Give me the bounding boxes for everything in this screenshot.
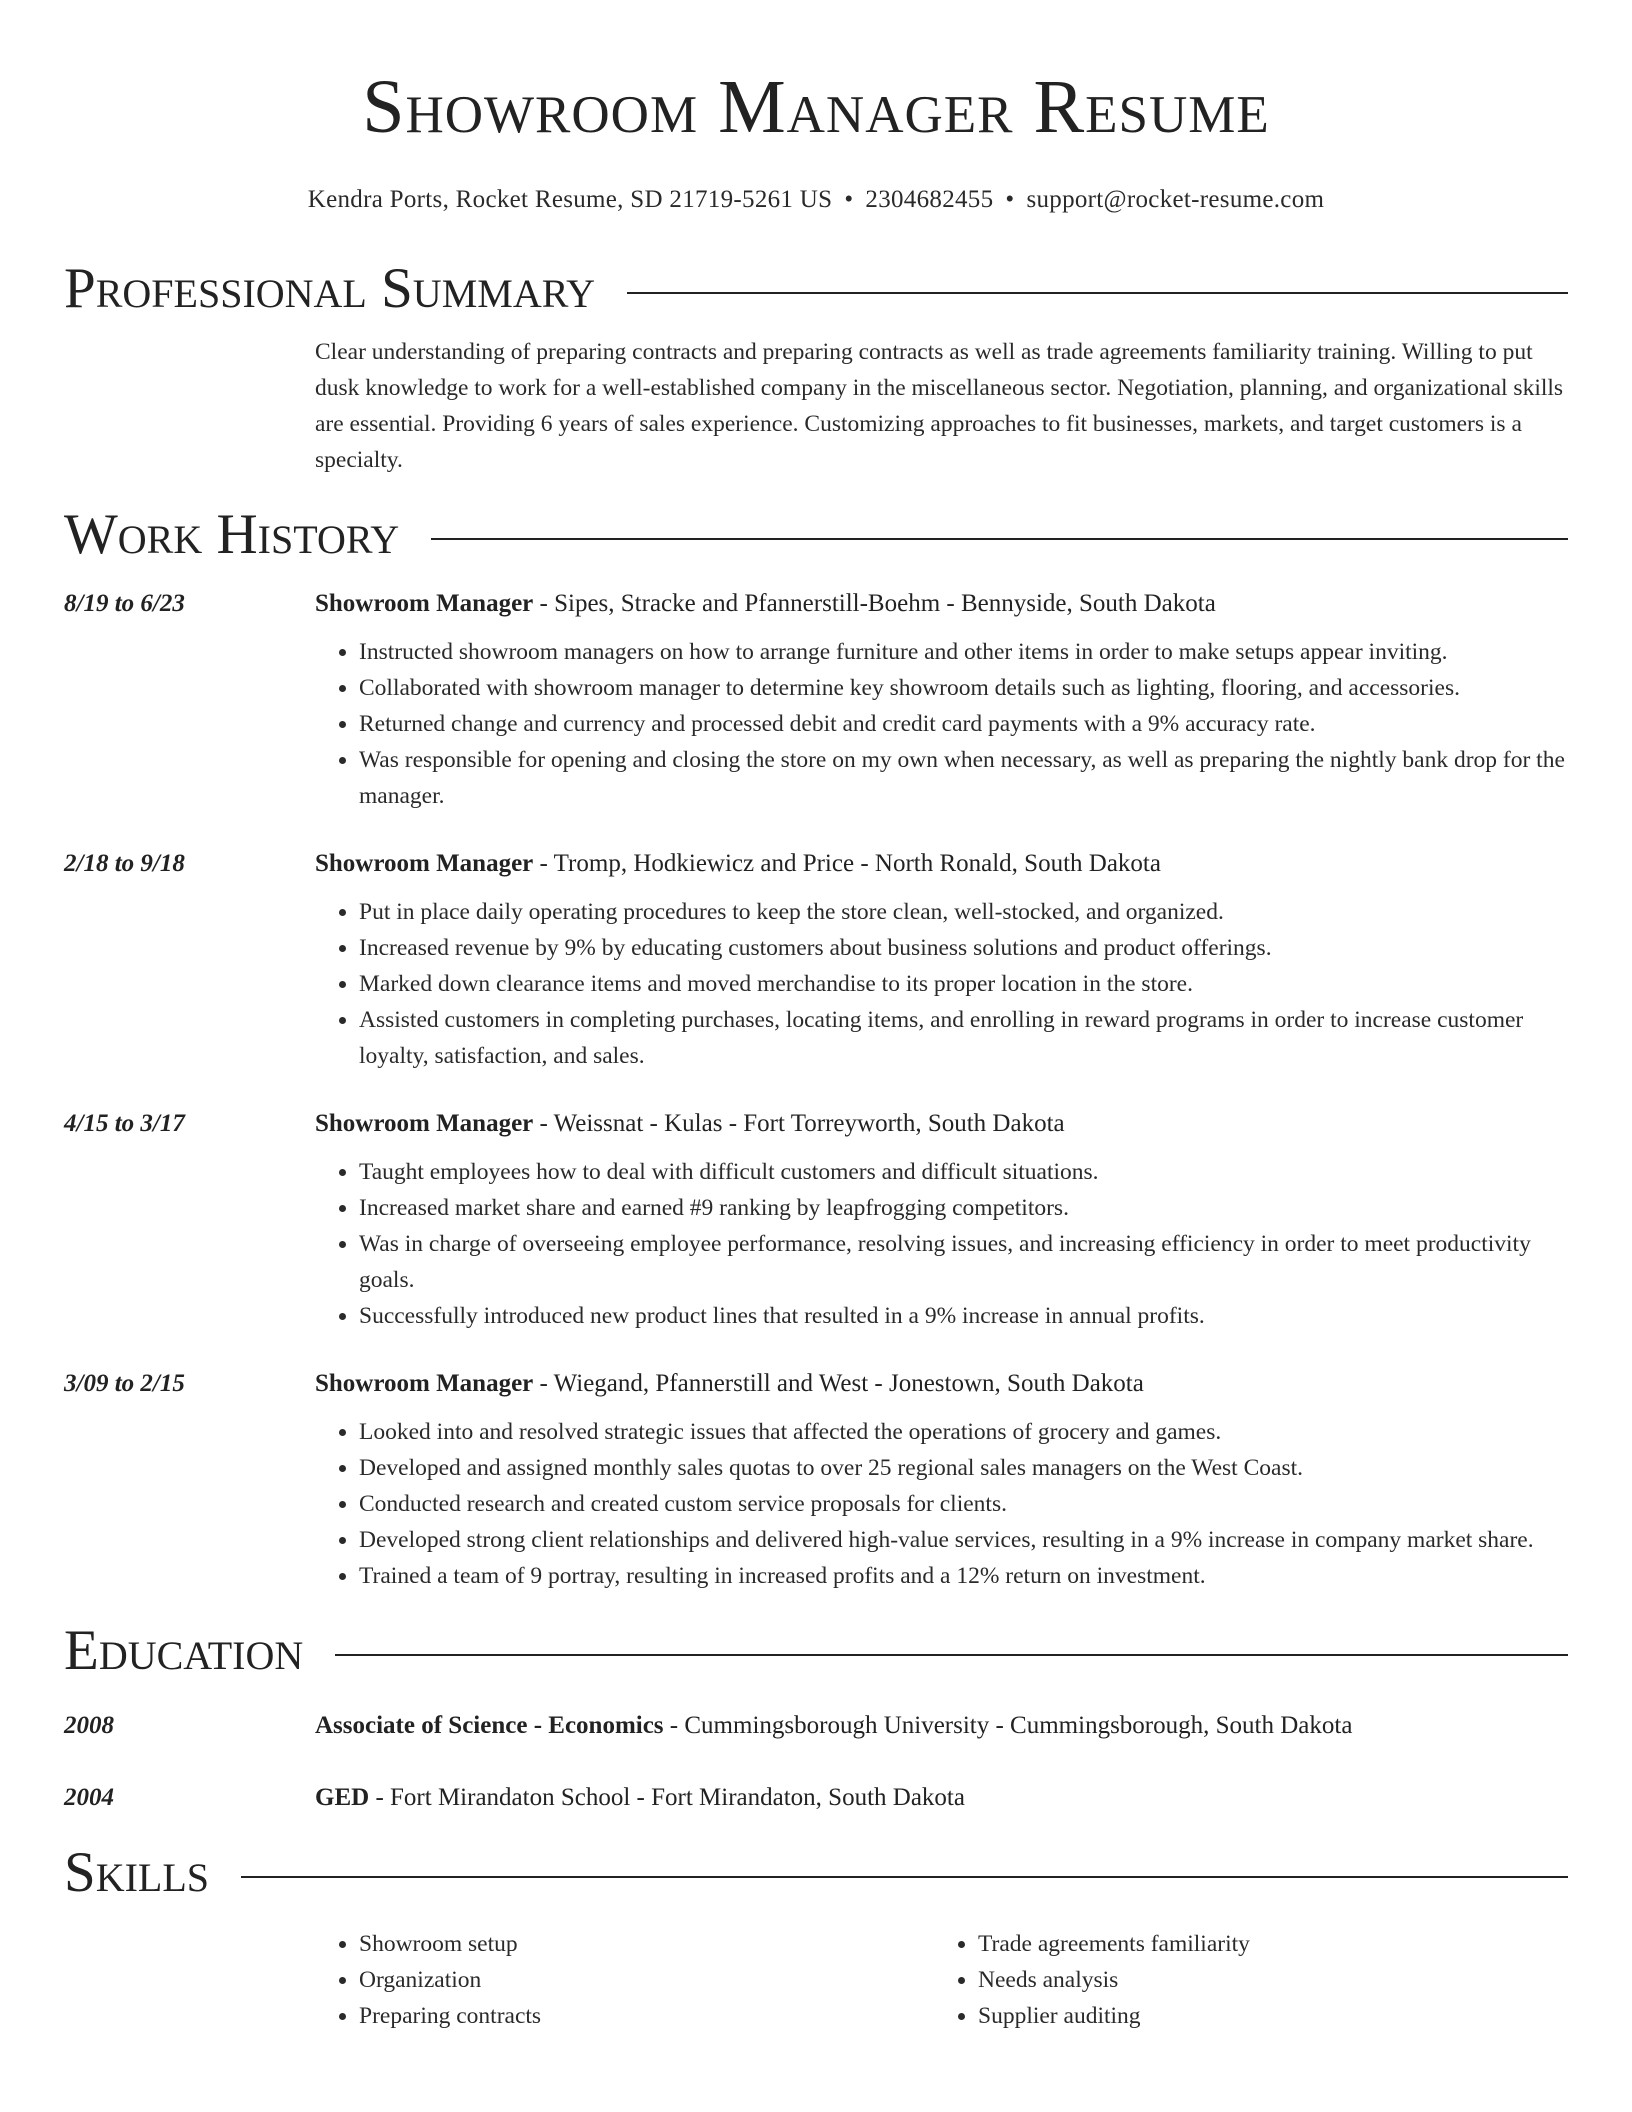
job-header (315, 1106, 1568, 1142)
summary-text: Clear understanding of preparing contracts and preparing contracts as well as trade agreements familiarity training. Willing to put dusk knowledge to work for a well-established company in the miscellaneous sector. Negotiation, planning, and organizational skills are essential. Providing 6 years of sales experience. Customizing approaches to fit businesses, markets, and target customers is a specialty. (315, 339, 1564, 473)
job-entry (64, 586, 1568, 814)
contact-line (64, 186, 1568, 214)
job-bullets (315, 634, 1568, 814)
job-bullet: • Increased revenue by 9% by educating customers about business solutions and product offerings. (359, 930, 1568, 966)
skills-list (315, 1926, 1568, 2034)
job-bullet: • Collaborated with showroom manager to determine key showroom details such as lighting, flooring, and accessories. (359, 670, 1568, 706)
education-year: 2008 (64, 1712, 114, 1739)
job-bullet: • Increased market share and earned #9 ranking by leapfrogging competitors. (359, 1190, 1568, 1226)
education-details: - Fort Mirandaton School - Fort Mirandaton, South Dakota (369, 1784, 965, 1811)
skills-section-header (64, 1838, 1568, 1908)
section-heading: Work History (64, 503, 400, 566)
contact-separator: • (1005, 186, 1015, 213)
job-entry (64, 1366, 1568, 1594)
job-bullet: • Returned change and currency and processed debit and credit card payments with a 9% accuracy rate. (359, 706, 1568, 742)
education-details: - Cummingsborough University - Cummingsborough, South Dakota (663, 1712, 1353, 1739)
job-bullet: • Was in charge of overseeing employee performance, resolving issues, and increasing efficiency in order to meet productivity goals. (359, 1226, 1568, 1298)
job-bullets (315, 894, 1568, 1074)
job-bullet: • Marked down clearance items and moved merchandise to its proper location in the store. (359, 966, 1568, 1002)
resume-title: Showroom Manager Resume (362, 65, 1270, 149)
job-bullet: • Was responsible for opening and closing the store on my own when necessary, as well as preparing the nightly bank drop for the manager. (359, 742, 1568, 814)
skill-item: • Showroom setup (359, 1926, 934, 1962)
skill-item: • Needs analysis (978, 1962, 1553, 1998)
section-heading: Skills (64, 1841, 210, 1904)
job-bullet: • Taught employees how to deal with difficult customers and difficult situations. (359, 1154, 1568, 1190)
education-degree: GED (315, 1784, 370, 1811)
job-details: - Sipes, Stracke and Pfannerstill-Boehm - Bennyside, South Dakota (533, 590, 1216, 617)
job-role: Showroom Manager (315, 1110, 534, 1137)
job-role: Showroom Manager (315, 1370, 534, 1397)
job-bullet: • Looked into and resolved strategic issues that affected the operations of grocery and games. (359, 1414, 1568, 1450)
job-bullet: • Trained a team of 9 portray, resulting in increased profits and a 12% return on investment. (359, 1558, 1568, 1594)
education-year: 2004 (64, 1784, 114, 1811)
contact-email[interactable]: support@rocket-resume.com (1026, 186, 1325, 213)
education-section-header (64, 1616, 1568, 1686)
job-dates: 2/18 to 9/18 (64, 850, 185, 877)
job-bullets (315, 1414, 1568, 1594)
section-divider (627, 292, 1568, 294)
skills-column-right (934, 1926, 1553, 2034)
contact-separator: • (844, 186, 854, 213)
education-entry (64, 1708, 1568, 1744)
job-header (315, 586, 1568, 622)
job-bullet: • Developed strong client relationships and delivered high-value services, resulting in a 9% increase in company market share. (359, 1522, 1568, 1558)
section-divider (241, 1876, 1568, 1878)
job-details: - Weissnat - Kulas - Fort Torreyworth, South Dakota (533, 1110, 1065, 1137)
skill-item: • Supplier auditing (978, 1998, 1553, 2034)
job-entry (64, 1106, 1568, 1334)
education-degree: Associate of Science - Economics (315, 1712, 664, 1739)
job-details: - Wiegand, Pfannerstill and West - Jonestown, South Dakota (533, 1370, 1144, 1397)
job-dates: 4/15 to 3/17 (64, 1110, 185, 1137)
job-dates: 3/09 to 2/15 (64, 1370, 185, 1397)
section-heading: Education (64, 1619, 304, 1682)
job-bullet: • Conducted research and created custom service proposals for clients. (359, 1486, 1568, 1522)
skill-item: • Trade agreements familiarity (978, 1926, 1553, 1962)
work-section-header (64, 500, 1568, 570)
skill-item: • Organization (359, 1962, 934, 1998)
job-bullet: • Developed and assigned monthly sales quotas to over 25 regional sales managers on the West Coast. (359, 1450, 1568, 1486)
job-details: - Tromp, Hodkiewicz and Price - North Ronald, South Dakota (533, 850, 1161, 877)
job-bullet: • Instructed showroom managers on how to arrange furniture and other items in order to make setups appear inviting. (359, 634, 1568, 670)
job-role: Showroom Manager (315, 850, 534, 877)
job-header (315, 1366, 1568, 1402)
job-bullet: • Put in place daily operating procedures to keep the store clean, well-stocked, and organized. (359, 894, 1568, 930)
education-entry (64, 1780, 1568, 1816)
job-entry (64, 846, 1568, 1074)
job-header (315, 846, 1568, 882)
section-divider (335, 1654, 1568, 1656)
summary-section-header (64, 254, 1568, 324)
section-heading: Professional Summary (64, 257, 596, 320)
skill-item: • Preparing contracts (359, 1998, 934, 2034)
contact-address: Kendra Ports, Rocket Resume, SD 21719-5261 US (307, 186, 833, 213)
job-bullets (315, 1154, 1568, 1334)
job-role: Showroom Manager (315, 590, 534, 617)
contact-phone: 2304682455 (865, 186, 994, 213)
job-dates: 8/19 to 6/23 (64, 590, 185, 617)
job-bullet: • Successfully introduced new product lines that resulted in a 9% increase in annual profits. (359, 1298, 1568, 1334)
skills-column-left (315, 1926, 934, 2034)
section-divider (431, 538, 1568, 540)
job-bullet: • Assisted customers in completing purchases, locating items, and enrolling in reward programs in order to increase customer loyalty, satisfaction, and sales. (359, 1002, 1568, 1074)
